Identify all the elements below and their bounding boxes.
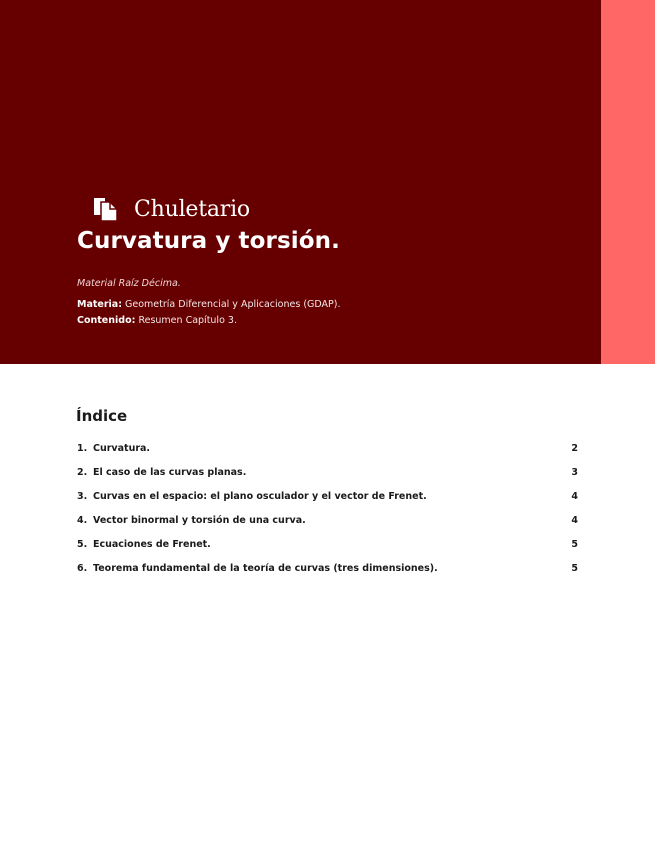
toc-entry-page: 3: [571, 466, 578, 478]
toc-entry[interactable]: [77, 460, 578, 484]
document-kind: [92, 193, 250, 225]
toc-entry-page: 5: [571, 562, 578, 574]
toc-entry-number: 4.: [77, 514, 88, 526]
toc-entry-number: 2.: [77, 466, 88, 478]
toc-entry-title: Vector binormal y torsión de una curva.: [93, 514, 306, 526]
toc-entry-page: 4: [571, 490, 578, 502]
toc-entry-page: 2: [571, 442, 578, 454]
subject-line: [77, 299, 340, 310]
toc-entry[interactable]: [77, 508, 578, 532]
toc-entry-number: 1.: [77, 442, 88, 454]
toc-entry-title: Curvas en el espacio: el plano osculador y el vector de Frenet.: [93, 490, 427, 502]
toc-entry-page: 4: [571, 514, 578, 526]
content-value: Resumen Capítulo 3.: [138, 315, 237, 326]
toc-entry-title: El caso de las curvas planas.: [93, 466, 247, 478]
toc-entry[interactable]: [77, 484, 578, 508]
table-of-contents: [77, 436, 578, 580]
toc-entry-page: 5: [571, 538, 578, 550]
toc-entry-title: Teorema fundamental de la teoría de curvas (tres dimensiones).: [93, 562, 438, 574]
toc-entry-number: 5.: [77, 538, 88, 550]
toc-entry-number: 6.: [77, 562, 88, 574]
toc-entry[interactable]: [77, 532, 578, 556]
author-line: Material Raíz Décima.: [77, 278, 181, 289]
toc-entry-number: 3.: [77, 490, 88, 502]
content-label: Contenido:: [77, 315, 136, 326]
toc-entry-title: Ecuaciones de Frenet.: [93, 538, 211, 550]
content-line: [77, 315, 237, 326]
subject-label: Materia:: [77, 299, 122, 310]
subject-value: Geometría Diferencial y Aplicaciones (GDAP).: [125, 299, 341, 310]
document-copy-icon: [92, 195, 120, 223]
document-kind-label: Chuletario: [134, 196, 250, 222]
toc-entry-title: Curvatura.: [93, 442, 151, 454]
toc-heading: Índice: [76, 407, 128, 425]
page-title: Curvatura y torsión.: [77, 228, 340, 254]
accent-strip: [601, 0, 655, 364]
toc-entry[interactable]: [77, 556, 578, 580]
toc-entry[interactable]: [77, 436, 578, 460]
